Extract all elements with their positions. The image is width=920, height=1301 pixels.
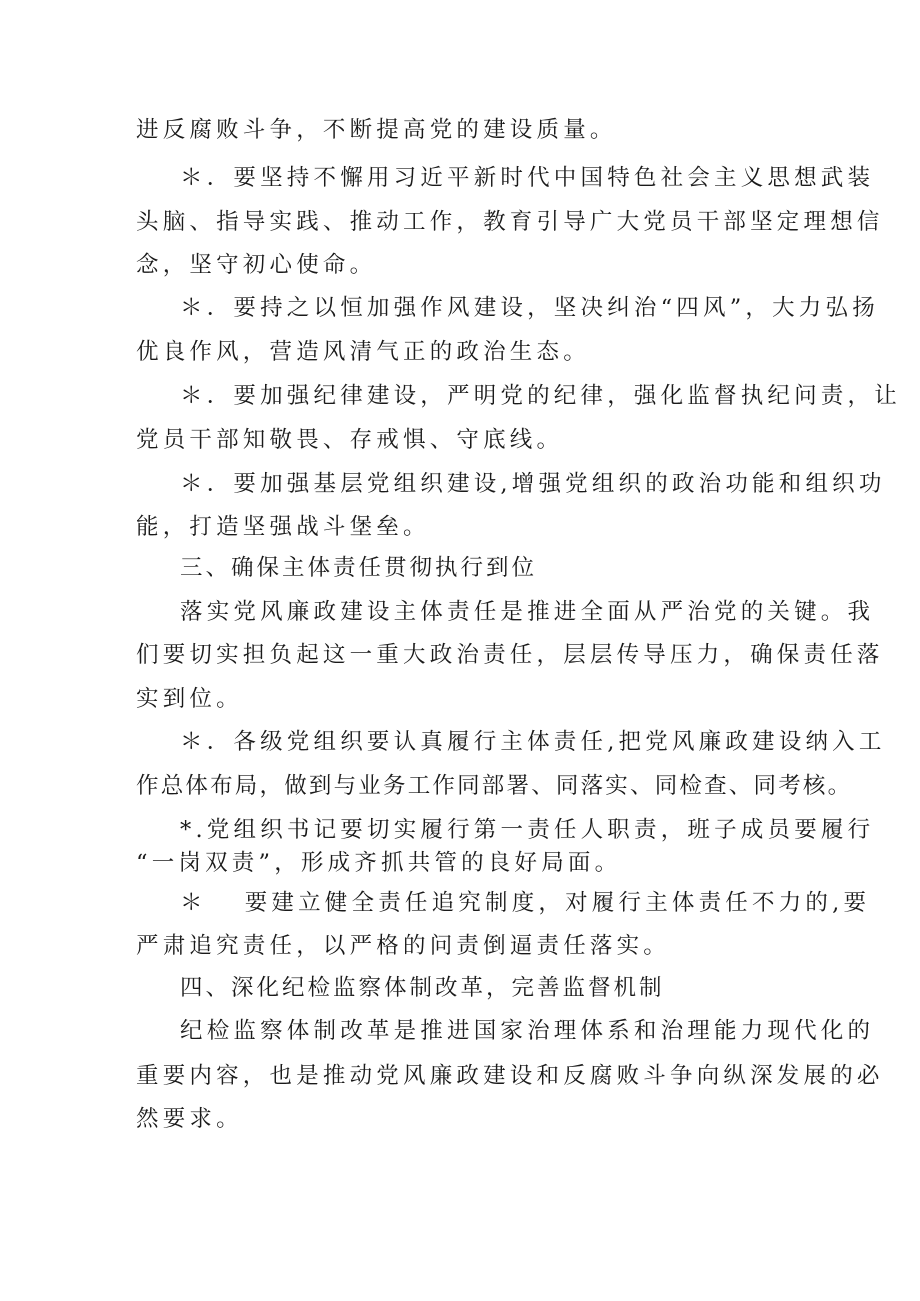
paragraph-line [180, 888, 871, 918]
paragraph-line: ＊．各级党组织要认真履行主体责任,把党风廉政建设纳入工 [180, 729, 886, 755]
paragraph-line: 头脑、指导实践、推动工作，教育引导广大党员干部坚定理想信 [136, 209, 884, 235]
paragraph-line: ＊．要加强基层党组织建设,增强党组织的政治功能和组织功 [180, 471, 886, 497]
paragraph-line: 念，坚守初心使命。 [136, 252, 377, 278]
paragraph-line: 们要切实担负起这一重大政治责任，层层传导压力，确保责任落 [136, 642, 884, 668]
paragraph-line: 进反腐败斗争，不断提高党的建设质量。 [136, 117, 617, 143]
paragraph-line: 然要求。 [136, 1106, 243, 1132]
paragraph-line: *.党组织书记要切实履行第一责任人职责，班子成员要履行 [180, 817, 875, 843]
paragraph-line: ＊．要坚持不懈用习近平新时代中国特色社会主义思想武装 [180, 165, 875, 191]
section-heading: 四、深化纪检监察体制改革，完善监督机制 [180, 975, 665, 1001]
paragraph-line: 重要内容，也是推动党风廉政建设和反腐败斗争向纵深发展的必 [136, 1063, 884, 1089]
paragraph-line: 作总体布局，做到与业务工作同部署、同落实、同检查、同考核。 [136, 773, 853, 799]
paragraph-line: ＊．要加强纪律建设，严明党的纪律，强化监督执纪问责，让 [180, 383, 901, 409]
paragraph-line: 纪检监察体制改革是推进国家治理体系和治理能力现代化的 [180, 1018, 875, 1044]
paragraph-line: “一岗双责”，形成齐抓共管的良好局面。 [136, 850, 622, 876]
paragraph-line: 实到位。 [136, 686, 243, 712]
paragraph-line: 能，打造坚强战斗堡垒。 [136, 514, 430, 540]
section-heading: 三、确保主体责任贯彻执行到位 [180, 555, 538, 581]
paragraph-line: 落实党风廉政建设主体责任是推进全面从严治党的关键。我 [180, 599, 875, 625]
paragraph-line: 严肃追究责任，以严格的问责倒逼责任落实。 [136, 933, 671, 959]
paragraph-line: 党员干部知敬畏、存戒惧、守底线。 [136, 427, 564, 453]
bullet-star: ＊ [180, 890, 207, 916]
paragraph-line: 优良作风，营造风清气正的政治生态。 [136, 339, 590, 365]
paragraph-line: ＊．要持之以恒加强作风建设，坚决纠治“四风”，大力弘扬 [180, 295, 879, 321]
paragraph-text: 要建立健全责任追究制度，对履行主体责任不力的,要 [244, 890, 871, 916]
